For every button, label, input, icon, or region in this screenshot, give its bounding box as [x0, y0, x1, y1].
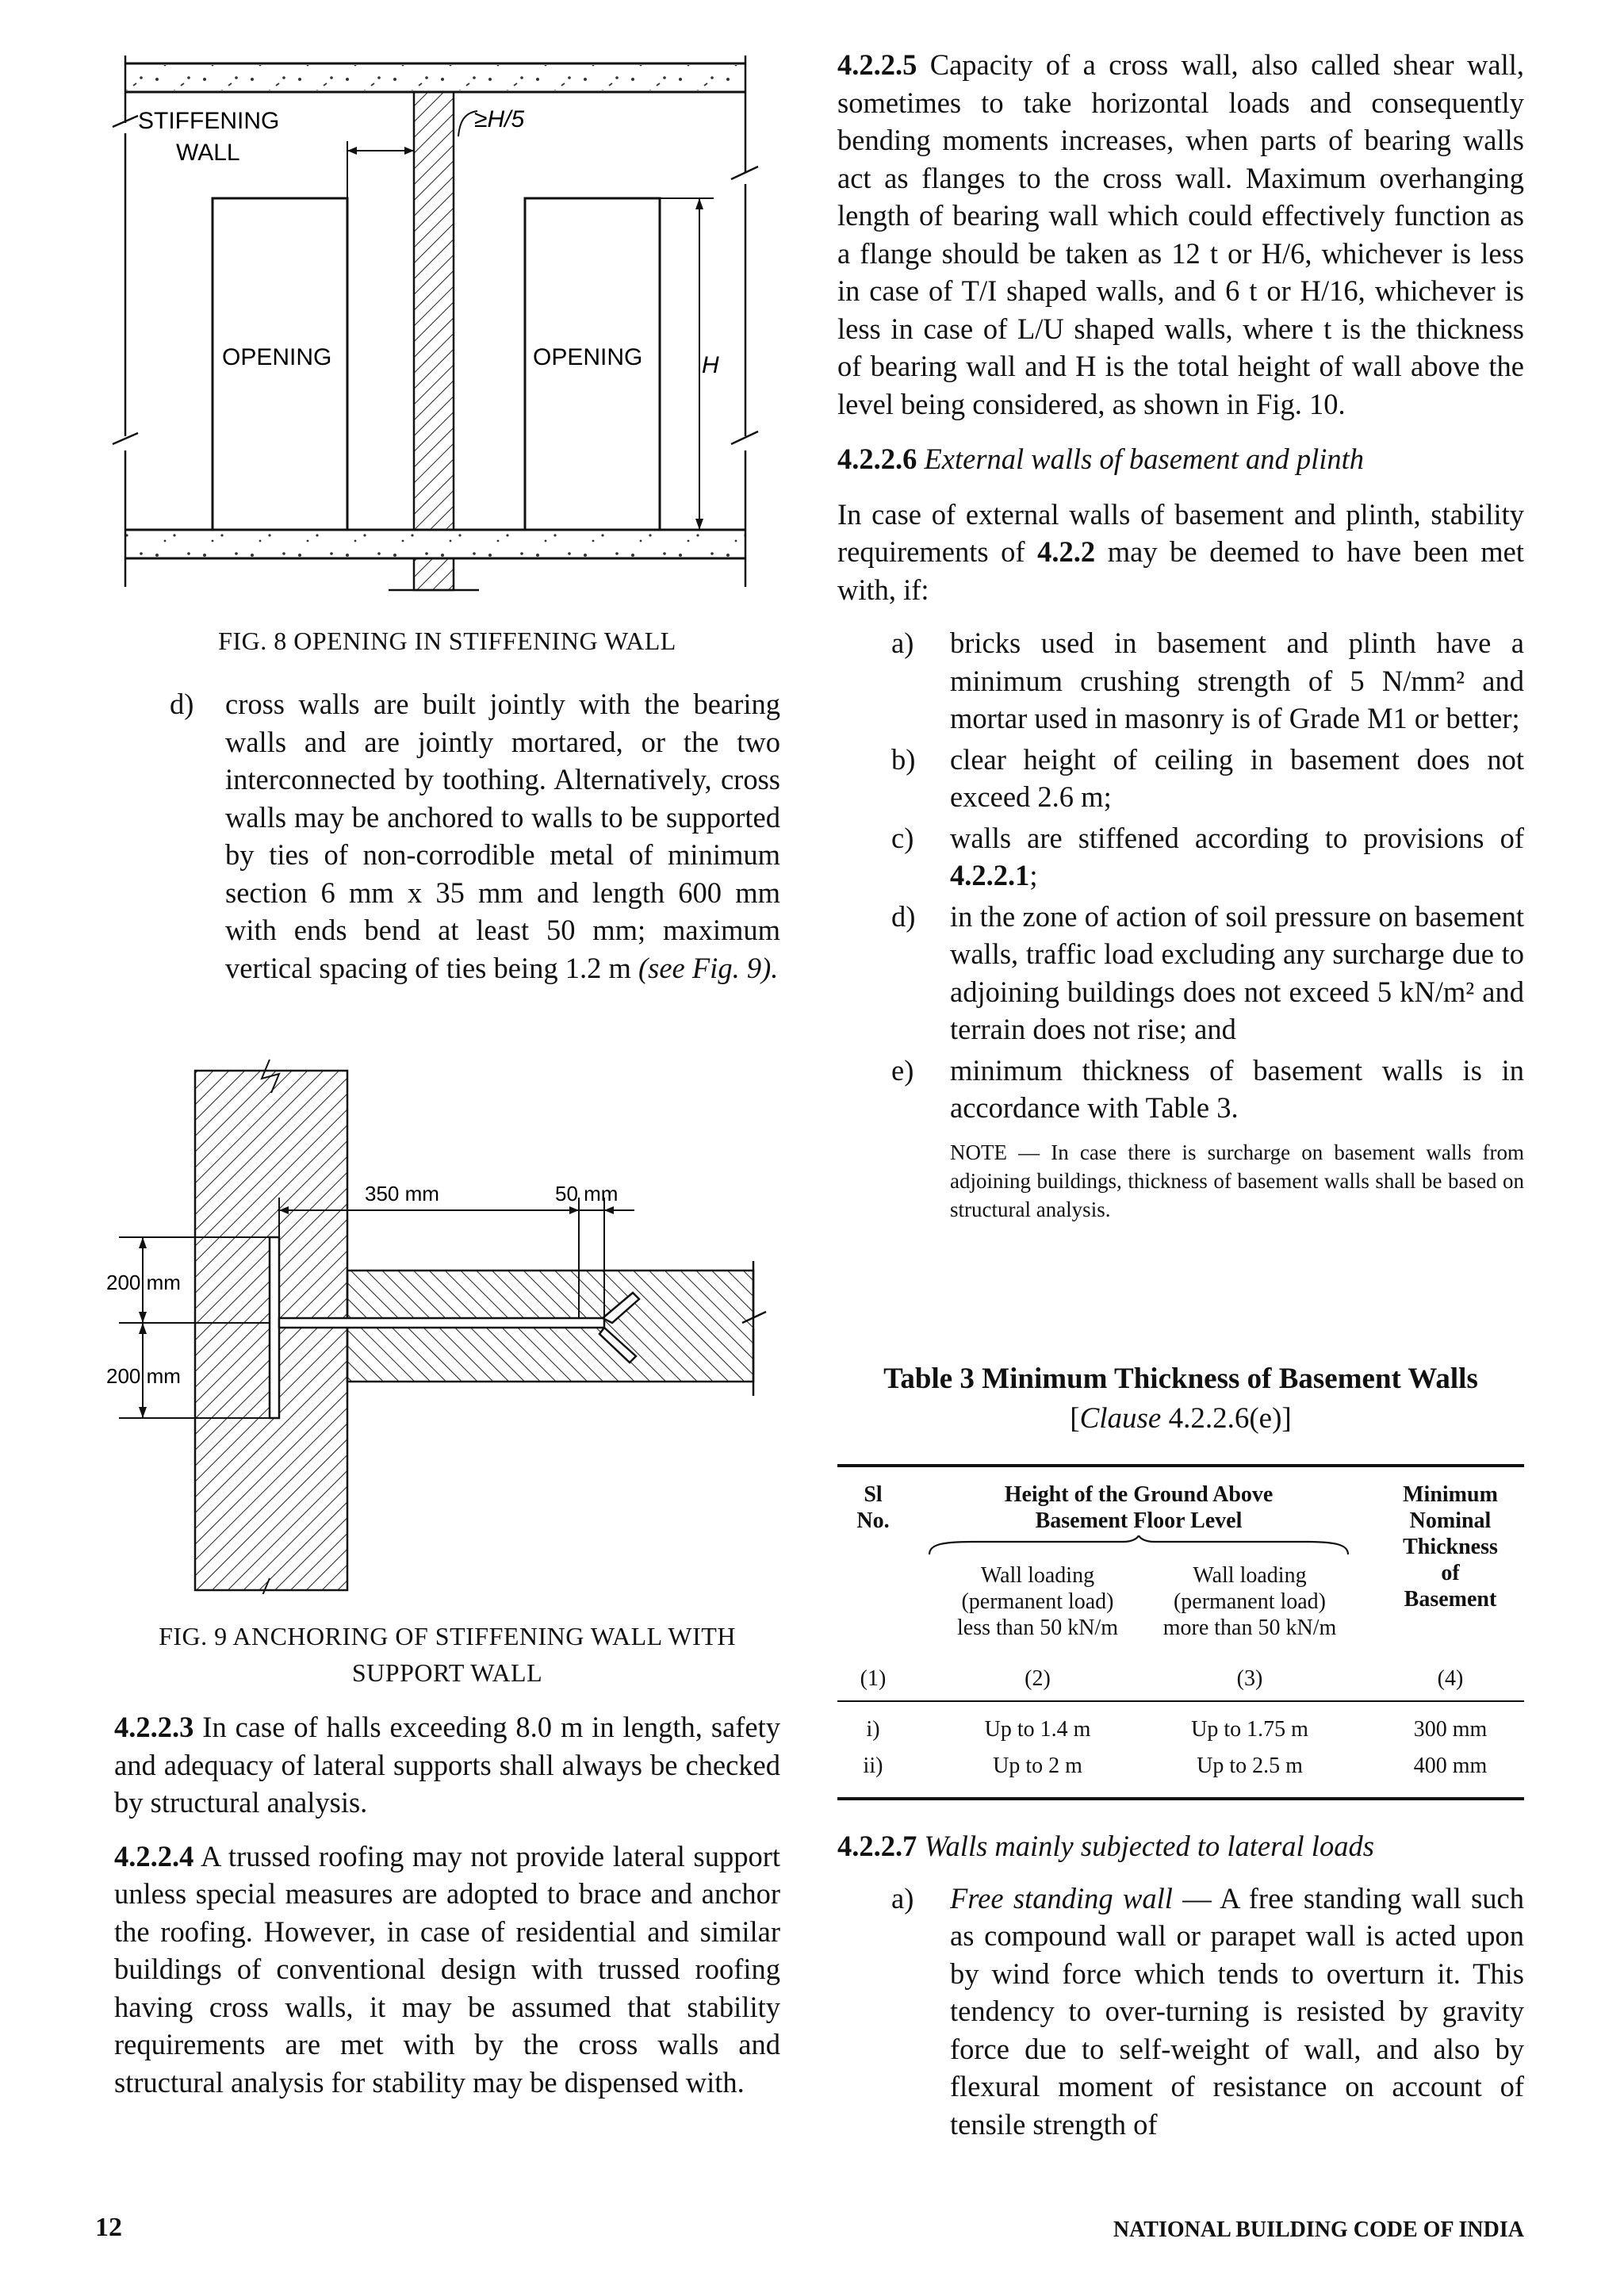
page-number: 12	[95, 2213, 122, 2242]
left-item-d-ref: (see Fig. 9).	[638, 951, 779, 984]
para-4-2-2-6-intro-b: may be deemed to have been met with, if:	[837, 535, 1524, 606]
table3-header-sl-1: Sl	[864, 1482, 883, 1507]
list-item-text: in the zone of action of soil pressure on basement walls, traffic load excluding any surcharge due to adjoining buildings does not exceed 5 kN/m² and terrain does not rise; and	[950, 899, 1524, 1045]
list-item-mark: a)	[891, 627, 914, 659]
table3-cell-thickness: 400 mm	[1413, 1754, 1488, 1778]
list-item-text: clear height of ceiling in basement does not exceed 2.6 m;	[950, 742, 1524, 813]
table3-colnum-3: (3)	[1236, 1666, 1263, 1691]
list-item-text: walls are stiffened according to provisions of	[950, 821, 1524, 854]
figure-9-diagram	[103, 1055, 769, 1594]
list-item-text: bricks used in basement and plinth have a minimum crushing strength of 5 N/mm² and mortar used in masonry is of Grade M1 or better;	[950, 627, 1524, 734]
list-item	[837, 819, 1524, 895]
table3-header-less-2: (permanent load)	[961, 1589, 1114, 1614]
list-item-text: — A free standing wall such as compound wall or parapet wall is acted upon by wind force which tends to overturn it. This tendency to over-turning is resisted by gravity force due to self-weight of wall, and also by flexural moment of resistance on account of tensile strength of	[950, 1881, 1524, 2141]
table3-cell-less: Up to 1.4 m	[984, 1717, 1091, 1742]
left-item-d-mark: d)	[170, 688, 194, 720]
para-4-2-2-4-text: A trussed roofing may not provide lateral support unless special measures are adopted to brace and anchor the roofing. However, in case of residential and similar buildings of conventional design with trussed roofing having cross walls, it may be assumed that stability requirements are met with by the cross walls and structural analysis for stability may be dispensed with.	[114, 1839, 780, 2099]
fig8-caption: FIG. 8 OPENING IN STIFFENING WALL	[218, 627, 676, 655]
list-item-title: Free standing wall	[950, 1881, 1173, 1915]
para-4-2-2-6-intro-ref: 4.2.2	[1037, 535, 1096, 568]
table3-header-thickness-3: Thickness	[1403, 1535, 1498, 1559]
fig9-caption	[114, 1618, 780, 1691]
basement-conditions-list	[837, 624, 1524, 1127]
list-item-mark: b)	[891, 742, 916, 776]
table3	[837, 1464, 1524, 1805]
table3-header-more-1: Wall loading	[1193, 1563, 1307, 1588]
table3-cell-less: Up to 2 m	[993, 1754, 1082, 1778]
para-4-2-2-6-heading	[837, 440, 1524, 478]
para-4-2-2-6-intro-a: In case of external walls of basement and plinth, stability requirements of	[837, 497, 1524, 568]
list-item	[837, 624, 1524, 738]
right-column	[837, 46, 1524, 1224]
para-4-2-2-4	[114, 1838, 780, 2102]
fig8-label-h: H	[702, 352, 719, 378]
para-4-2-2-7-heading	[837, 1827, 1524, 1865]
basement-note: NOTE — In case there is surcharge on basement walls from adjoining buildings, thickness of basement walls shall be based on structural analysis.	[950, 1140, 1524, 1221]
fig8-label-opening-left: OPENING	[222, 344, 332, 370]
table3-header-height-2: Basement Floor Level	[1035, 1508, 1243, 1533]
table3-header-sl-2: No.	[856, 1508, 890, 1533]
table3-header-more-3: more than 50 kN/m	[1162, 1616, 1337, 1640]
list-item-mark: d)	[891, 899, 916, 933]
table3-cell-more: Up to 2.5 m	[1197, 1754, 1303, 1778]
para-4-2-2-4-num: 4.2.2.4	[114, 1839, 194, 1872]
table3-colnum-2: (2)	[1025, 1666, 1051, 1691]
table3-header-height	[925, 1481, 1353, 1534]
list-item	[837, 1880, 1524, 2144]
table3-header-more	[1143, 1562, 1357, 1641]
fig8-label-stiffening: STIFFENING	[138, 108, 280, 134]
list-item-mark: e)	[891, 1053, 914, 1087]
left-item-d-text: cross walls are built jointly with the bearing walls and are jointly mortared, or the two interconnected by toothing. Alternatively, cross walls may be anchored to walls to be supported by ties of non-corrodible metal of minimum section 6 mm x 35 mm and length 600 mm with ends bend at least 50 mm; maximum vertical spacing of ties being 1.2 m	[225, 688, 780, 984]
table3-colnum-1: (1)	[860, 1666, 887, 1691]
table3-colnum-4: (4)	[1437, 1666, 1464, 1691]
fig9-caption-line2: SUPPORT WALL	[351, 1658, 543, 1687]
para-4-2-2-7-title: Walls mainly subjected to lateral loads	[924, 1830, 1374, 1862]
table3-header-less-1: Wall loading	[980, 1563, 1095, 1588]
fig8-label-opening-right: OPENING	[533, 344, 643, 370]
right-column-lower	[837, 1827, 1524, 2143]
fig9-dim-200-top: 200 mm	[106, 1271, 181, 1294]
fig9-caption-line1: FIG. 9 ANCHORING OF STIFFENING WALL WITH	[159, 1622, 736, 1650]
table3-header-brace	[925, 1535, 1353, 1556]
figure-8-diagram	[103, 40, 769, 603]
table3-header-rule	[837, 1700, 1524, 1702]
publication-name: NATIONAL BUILDING CODE OF INDIA	[1113, 2217, 1524, 2242]
table3-header-less	[933, 1562, 1143, 1641]
para-4-2-2-5-text: Capacity of a cross wall, also called shear wall, sometimes to take horizontal loads and consequently bending moments increases, when parts of bearing walls act as flanges to the cross wall. Maximum overhanging length of bearing wall which could effectively function as a flange should be taken as 12 t or H/6, whichever is less in case of T/I shaped walls, and 6 t or H/16, whichever is less in case of L/U shaped walls, where t is the thickness of bearing wall and H is the total height of wall above the level being considered, as shown in Fig. 10.	[837, 48, 1525, 420]
fig9-dim-200-bottom: 200 mm	[106, 1364, 181, 1388]
list-item	[837, 898, 1524, 1048]
para-4-2-2-6-title: External walls of basement and plinth	[924, 443, 1365, 475]
fig8-label-wall: WALL	[176, 140, 240, 166]
table3-header-height-1: Height of the Ground Above	[1004, 1482, 1274, 1507]
list-item-mark: a)	[891, 1881, 914, 1915]
table3-header-more-2: (permanent load)	[1173, 1589, 1327, 1614]
fig8-label-h5: ≥H/5	[474, 106, 525, 132]
table3-bottom-rule	[837, 1797, 1524, 1800]
left-item-d	[114, 685, 780, 987]
para-4-2-2-3-text: In case of halls exceeding 8.0 m in length, safety and adequacy of lateral supports shall always be checked by structural analysis.	[114, 1711, 780, 1819]
table3-header-thickness-2: Nominal	[1409, 1508, 1492, 1533]
table3-cell-thickness: 300 mm	[1413, 1717, 1488, 1742]
para-4-2-2-3-num: 4.2.2.3	[114, 1711, 194, 1743]
fig9-dim-50: 50 mm	[555, 1182, 619, 1205]
table3-header-thickness-4: of	[1441, 1561, 1460, 1585]
table3-title: Table 3 Minimum Thickness of Basement Walls	[883, 1363, 1478, 1395]
table3-header-less-3: less than 50 kN/m	[957, 1616, 1118, 1640]
para-4-2-2-3	[114, 1708, 780, 1822]
table3-header-sl	[837, 1481, 909, 1534]
para-4-2-2-5	[837, 46, 1524, 423]
list-item-text-end: ;	[1029, 859, 1038, 891]
table3-title-block	[837, 1359, 1524, 1439]
para-4-2-2-5-num: 4.2.2.5	[837, 48, 917, 81]
table3-header-thickness-5: Basement	[1404, 1587, 1497, 1612]
list-item-ref: 4.2.2.1	[950, 859, 1030, 891]
table3-top-rule	[837, 1464, 1524, 1467]
left-paragraphs	[114, 1708, 780, 2101]
list-item	[837, 741, 1524, 816]
table3-clause: [Clause 4.2.2.6(e)]	[1070, 1402, 1292, 1435]
table3-cell-more: Up to 1.75 m	[1191, 1717, 1308, 1742]
list-item-text: minimum thickness of basement walls is in accordance with Table 3.	[950, 1053, 1524, 1124]
table3-header-thickness	[1377, 1481, 1524, 1612]
para-4-2-2-6-num: 4.2.2.6	[837, 443, 917, 475]
para-4-2-2-7-num: 4.2.2.7	[837, 1830, 917, 1862]
fig9-dim-350: 350 mm	[365, 1182, 439, 1205]
list-item-mark: c)	[891, 821, 914, 854]
table3-cell-sl: ii)	[863, 1754, 883, 1778]
para-4-2-2-6-intro	[837, 496, 1524, 609]
list-item	[837, 1052, 1524, 1127]
table3-header-thickness-1: Minimum	[1403, 1482, 1498, 1507]
table3-cell-sl: i)	[866, 1717, 880, 1742]
